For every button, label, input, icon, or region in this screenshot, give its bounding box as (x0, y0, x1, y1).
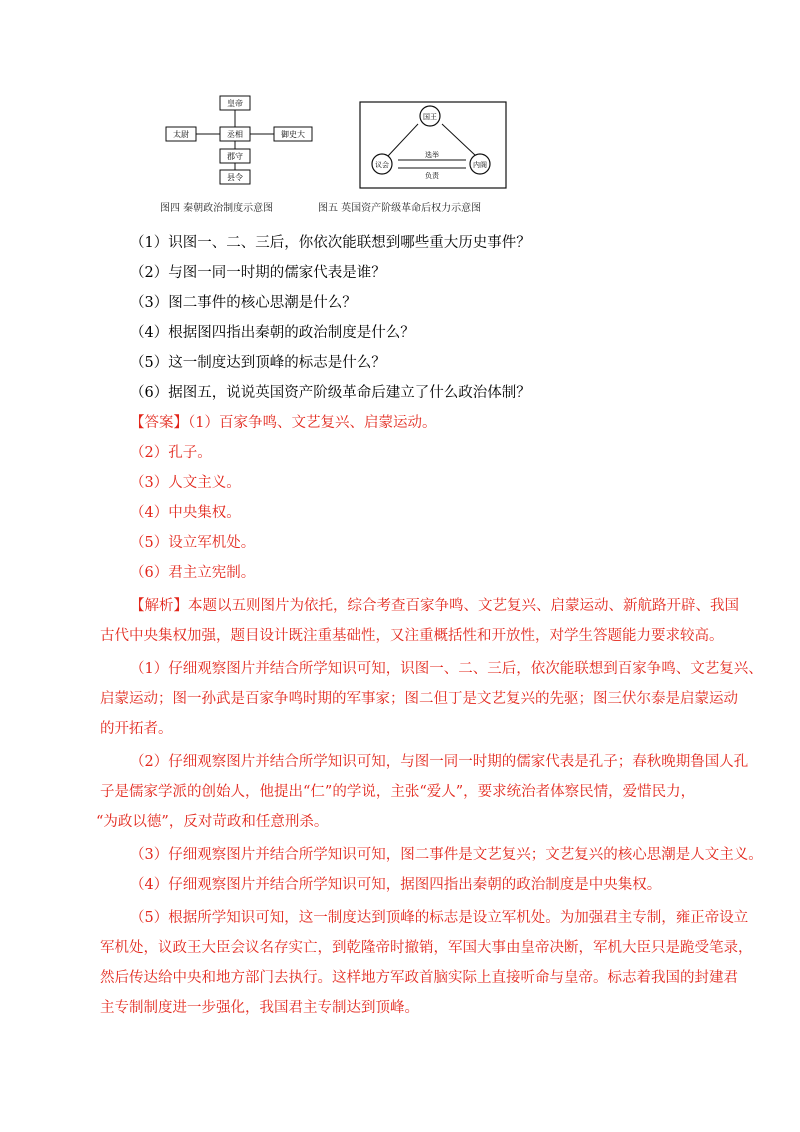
analysis-p5-line-3: 然后传达给中央和地方部门去执行。这样地方军政首脑实际上直接听命与皇帝。标志着我国的封建君 (100, 970, 738, 986)
analysis-p2-line-2: 子是儒家学派的创始人，他提出“仁”的学说，主张“爱人”，要求统治者体察民情，爱惜民力， (100, 784, 696, 800)
answer-item-2: （2）孔子。 (130, 445, 212, 461)
british-power-diagram (358, 100, 508, 192)
answer-item-4: （4）中央集权。 (130, 505, 241, 521)
analysis-intro-line-2: 古代中央集权加强，题目设计既注重基础性，又注重概括性和开放性，对学生答题能力要求较高。 (100, 628, 724, 644)
fig5-caption: 图五 英国资产阶级革命后权力示意图 (318, 203, 482, 214)
analysis-p5-line-4: 主专制制度进一步强化，我国君主专制达到顶峰。 (100, 1000, 419, 1016)
box-taiwei: 太尉 (173, 130, 189, 139)
question-4: （4）根据图四指出秦朝的政治制度是什么？ (130, 325, 415, 341)
figures-area (140, 92, 520, 220)
analysis-p4: （4）仔细观察图片并结合所学知识可知，据图四指出秦朝的政治制度是中央集权。 (130, 877, 662, 893)
analysis-p2-line-3: “为政以德”，反对苛政和任意刑杀。 (96, 814, 329, 830)
question-1: （1）识图一、二、三后，你依次能联想到哪些重大历史事件？ (130, 235, 531, 251)
edge-label-elect: 选举 (425, 151, 439, 159)
analysis-p1-line-2: 启蒙运动；图一孙武是百家争鸣时期的军事家；图二但丁是文艺复兴的先驱；图三伏尔泰是启蒙运动 (100, 691, 738, 707)
analysis-p1-line-3: 的开拓者。 (100, 721, 173, 737)
analysis-intro-line-1 (130, 596, 739, 616)
box-chancellor: 丞相 (227, 130, 243, 139)
box-xianling: 县令 (227, 173, 243, 182)
analysis-p1-line-1: （1）仔细观察图片并结合所学知识可知，识图一、二、三后，依次能联想到百家争鸣、文艺复兴、 (130, 661, 763, 677)
box-emperor: 皇帝 (227, 99, 243, 108)
question-3: （3）图二事件的核心思潮是什么？ (130, 295, 357, 311)
node-cabinet: 内阁 (473, 161, 487, 169)
node-king: 国王 (423, 113, 437, 121)
answer-item-3: （3）人文主义。 (130, 475, 241, 491)
analysis-label: 【解析】 (130, 598, 188, 614)
box-yushi: 御史大 (281, 130, 305, 139)
answer-item-5: （5）设立军机处。 (130, 535, 256, 551)
analysis-p3: （3）仔细观察图片并结合所学知识可知，图二事件是文艺复兴；文艺复兴的核心思潮是人文主义。 (130, 847, 763, 863)
analysis-p2-line-1: （2）仔细观察图片并结合所学知识可知，与图一同一时期的儒家代表是孔子；春秋晚期鲁国人孔 (130, 754, 749, 770)
qin-political-system-diagram (140, 92, 370, 192)
answer-item-6: （6）君主立宪制。 (130, 565, 256, 581)
node-parliament: 议会 (375, 161, 389, 169)
fig4-caption: 图四 秦朝政治制度示意图 (160, 203, 274, 214)
answer-label: 【答案】 (130, 415, 188, 431)
edge-label-responsible: 负责 (425, 172, 439, 180)
answer-item-1: （1）百家争鸣、文艺复兴、启蒙运动。 (188, 415, 437, 431)
analysis-p5-line-2: 军机处，议政王大臣会议名存实亡，到乾隆帝时撤销，军国大事由皇帝决断，军机大臣只是跪受笔录， (100, 940, 753, 956)
question-6: （6）据图五，说说英国资产阶级革命后建立了什么政治体制？ (130, 385, 531, 401)
box-junshou: 郡守 (227, 152, 243, 161)
question-5: （5）这一制度达到顶峰的标志是什么？ (130, 355, 386, 371)
analysis-intro-text-1: 本题以五则图片为依托，综合考查百家争鸣、文艺复兴、启蒙运动、新航路开辟、我国 (188, 598, 739, 614)
answer-line-1 (130, 413, 436, 433)
question-2: （2）与图一同一时期的儒家代表是谁？ (130, 265, 386, 281)
analysis-p5-line-1: （5）根据所学知识可知，这一制度达到顶峰的标志是设立军机处。为加强君主专制，雍正帝设立 (130, 910, 749, 926)
